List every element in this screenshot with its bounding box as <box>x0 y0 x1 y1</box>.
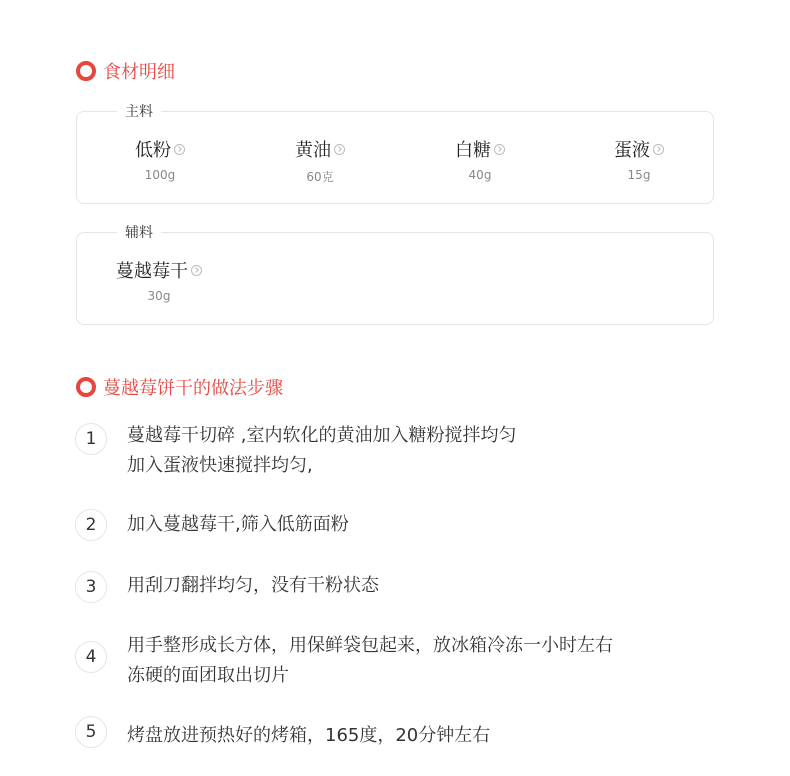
auxiliary-ingredients-label: 辅料 <box>117 223 161 243</box>
ingredient-name <box>135 136 185 162</box>
ingredient-name <box>614 136 664 162</box>
ingredient-name-text: 黄油 <box>295 140 331 161</box>
ingredient-amount: 100g <box>144 168 176 182</box>
ingredient-item[interactable] <box>116 257 202 303</box>
chevron-circle-icon <box>174 144 185 155</box>
ingredient-amount: 40g <box>468 168 492 182</box>
step-number-badge: 1 <box>75 423 107 455</box>
step-number-badge: 3 <box>75 571 107 603</box>
step-line: 用刮刀翻拌均匀，没有干粉状态 <box>127 575 379 596</box>
ingredient-name <box>116 257 202 283</box>
step-line: 烤盘放进预热好的烤箱，165度，20分钟左右 <box>127 725 491 746</box>
ingredient-name <box>455 136 505 162</box>
step-text <box>127 510 727 540</box>
ingredient-item[interactable] <box>295 136 345 185</box>
auxiliary-ingredients-box <box>76 225 714 325</box>
ingredient-name <box>295 136 345 162</box>
ingredient-name-text: 白糖 <box>455 140 491 161</box>
chevron-circle-icon <box>334 144 345 155</box>
ingredient-name-text: 低粉 <box>135 140 171 161</box>
ingredients-title-text: 食材明细 <box>103 62 175 83</box>
main-ingredients-box <box>76 104 714 204</box>
step-line: 加入蛋液快速搅拌均匀, <box>127 455 313 476</box>
step-line: 蔓越莓干切碎 ,室内软化的黄油加入糖粉搅拌均匀 <box>127 425 517 446</box>
ingredient-name-text: 蔓越莓干 <box>116 261 188 282</box>
ingredients-section-title <box>76 58 175 84</box>
chevron-circle-icon <box>653 144 664 155</box>
ring-icon <box>76 61 96 81</box>
chevron-circle-icon <box>191 265 202 276</box>
ingredient-item[interactable] <box>455 136 505 182</box>
step-text <box>127 421 727 481</box>
step-number-badge: 5 <box>75 716 107 748</box>
ingredient-amount: 60克 <box>306 170 334 184</box>
ingredient-item[interactable] <box>135 136 185 182</box>
ingredient-amount: 15g <box>627 168 651 182</box>
ring-icon <box>76 377 96 397</box>
step-text <box>127 721 727 751</box>
chevron-circle-icon <box>494 144 505 155</box>
step-line: 冻硬的面团取出切片 <box>127 665 289 686</box>
steps-title-text: 蔓越莓饼干的做法步骤 <box>103 378 283 399</box>
steps-section-title <box>76 374 283 400</box>
step-text <box>127 571 727 601</box>
ingredient-item[interactable] <box>614 136 664 182</box>
step-line: 加入蔓越莓干,筛入低筋面粉 <box>127 514 349 535</box>
step-line: 用手整形成长方体，用保鲜袋包起来，放冰箱冷冻一小时左右 <box>127 635 613 656</box>
step-number-badge: 4 <box>75 641 107 673</box>
ingredient-amount: 30g <box>147 289 171 303</box>
main-ingredients-label: 主料 <box>117 102 161 122</box>
step-text <box>127 631 727 691</box>
step-number-badge: 2 <box>75 509 107 541</box>
ingredient-name-text: 蛋液 <box>614 140 650 161</box>
